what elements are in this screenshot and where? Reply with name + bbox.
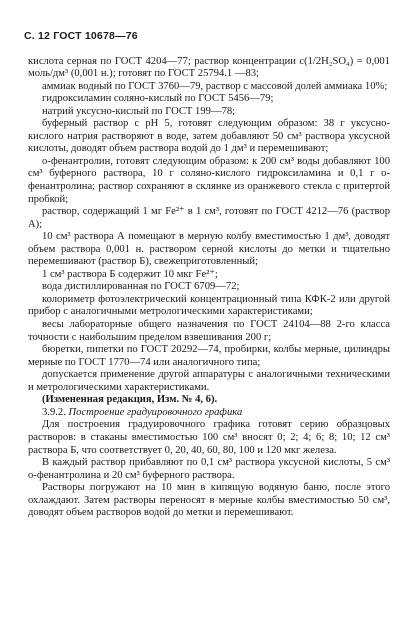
revision-note: (Измененная редакция, Изм. № 4, 6).: [42, 394, 218, 406]
solution-b-preparation: 10 см³ раствора А помещают в мерную колбу вместимостью 1 дм³, доводят объем раствора 0,001 н. раствором серной кислоты до метки и тщательно перемешивают (раствор Б), свежеприготовленный;: [28, 231, 390, 268]
colorimeter: колориметр фотоэлектрический концентрационный типа КФК-2 или другой прибор с аналогичными метрологическими характеристиками;: [28, 293, 390, 318]
lab-scales: весы лабораторные общего назначения по ГОСТ 24104—88 2-го класса точности с наибольшим пределом взвешивания 200 г;: [28, 319, 390, 343]
reagent-hydroxylamine: гидроксиламин соляно-кислый по ГОСТ 5456—79;: [42, 93, 274, 105]
glassware: бюретки, пипетки по ГОСТ 20292—74, пробирки, колбы мерные, цилиндры мерные по ГОСТ 1770—74 или аналогичного типа;: [28, 344, 390, 368]
section-number: 3.9.2.: [42, 406, 66, 418]
reagent-buffer-solution: буферный раствор с pH 5, готовят следующим образом: 38 г уксусно-кислого натрия растворяют в воде, затем добавляют 50 см³ раствора уксусной кислоты, доводят объем раствора водой до 1 дм³ и перемешивают;: [28, 118, 390, 155]
reagent-phenanthroline: о-фенантролин, готовят следующим образом: к 200 см³ воды добавляют 100 см³ буферного раствора, 10 г соляно-кислого гидроксиламина и 0,1 г о-фенантролина; раствор сохраняют в склянке из оранжевого стекла с притертой пробкой;: [28, 155, 390, 205]
section-heading: [28, 407, 390, 420]
page-header: С. 12 ГОСТ 10678—76: [24, 30, 138, 42]
solution-b-content: 1 см³ раствора Б содержит 10 мкг Fe²⁺;: [42, 268, 218, 280]
section-title: Построение градуировочного графика: [68, 406, 243, 418]
distilled-water: вода дистиллированная по ГОСТ 6709—72;: [42, 281, 240, 293]
water-bath-step: Растворы погружают на 10 мин в кипящую водяную баню, после этого охлаждают. Затем растворы переносят в мерные колбы вместимостью 50 см³, доводят объем растворов водой до метки и перемешивают.: [28, 482, 390, 519]
calibration-series: Для построения градуировочного графика готовят серию образцовых растворов: в стаканы вместимостью 100 см³ вносят 0; 2; 4; 6; 8; 10; 12 см³ раствора Б, что соответствует 0, 20, 40, 60, 80, 100 и 120 мкг железа.: [28, 419, 390, 456]
reagent-addition: В каждый раствор прибавляют по 0,1 см³ раствора уксусной кислоты, 5 см³ о-фенантролина и 20 см³ буферного раствора.: [28, 457, 390, 481]
document-page: [24, 30, 390, 520]
reagent-ammonia: аммиак водный по ГОСТ 3760—79, раствор с массовой долей аммиака 10%;: [42, 80, 388, 92]
solution-a: раствор, содержащий 1 мг Fe²⁺ в 1 см³, готовят по ГОСТ 4212—76 (раствор А);: [28, 206, 390, 230]
other-equipment: допускается применение другой аппаратуры с аналогичными техническими и метрологическими характеристиками.: [28, 369, 390, 393]
reagent-sulfuric-acid: кислота серная по ГОСТ 4204—77; раствор концентрации c(1/2H₂SO₄) = 0,001 моль/дм³ (0,001 н.); готовят по ГОСТ 25794.1 —83;: [28, 55, 390, 80]
reagent-sodium-acetate: натрий уксусно-кислый по ГОСТ 199—78;: [42, 105, 236, 117]
